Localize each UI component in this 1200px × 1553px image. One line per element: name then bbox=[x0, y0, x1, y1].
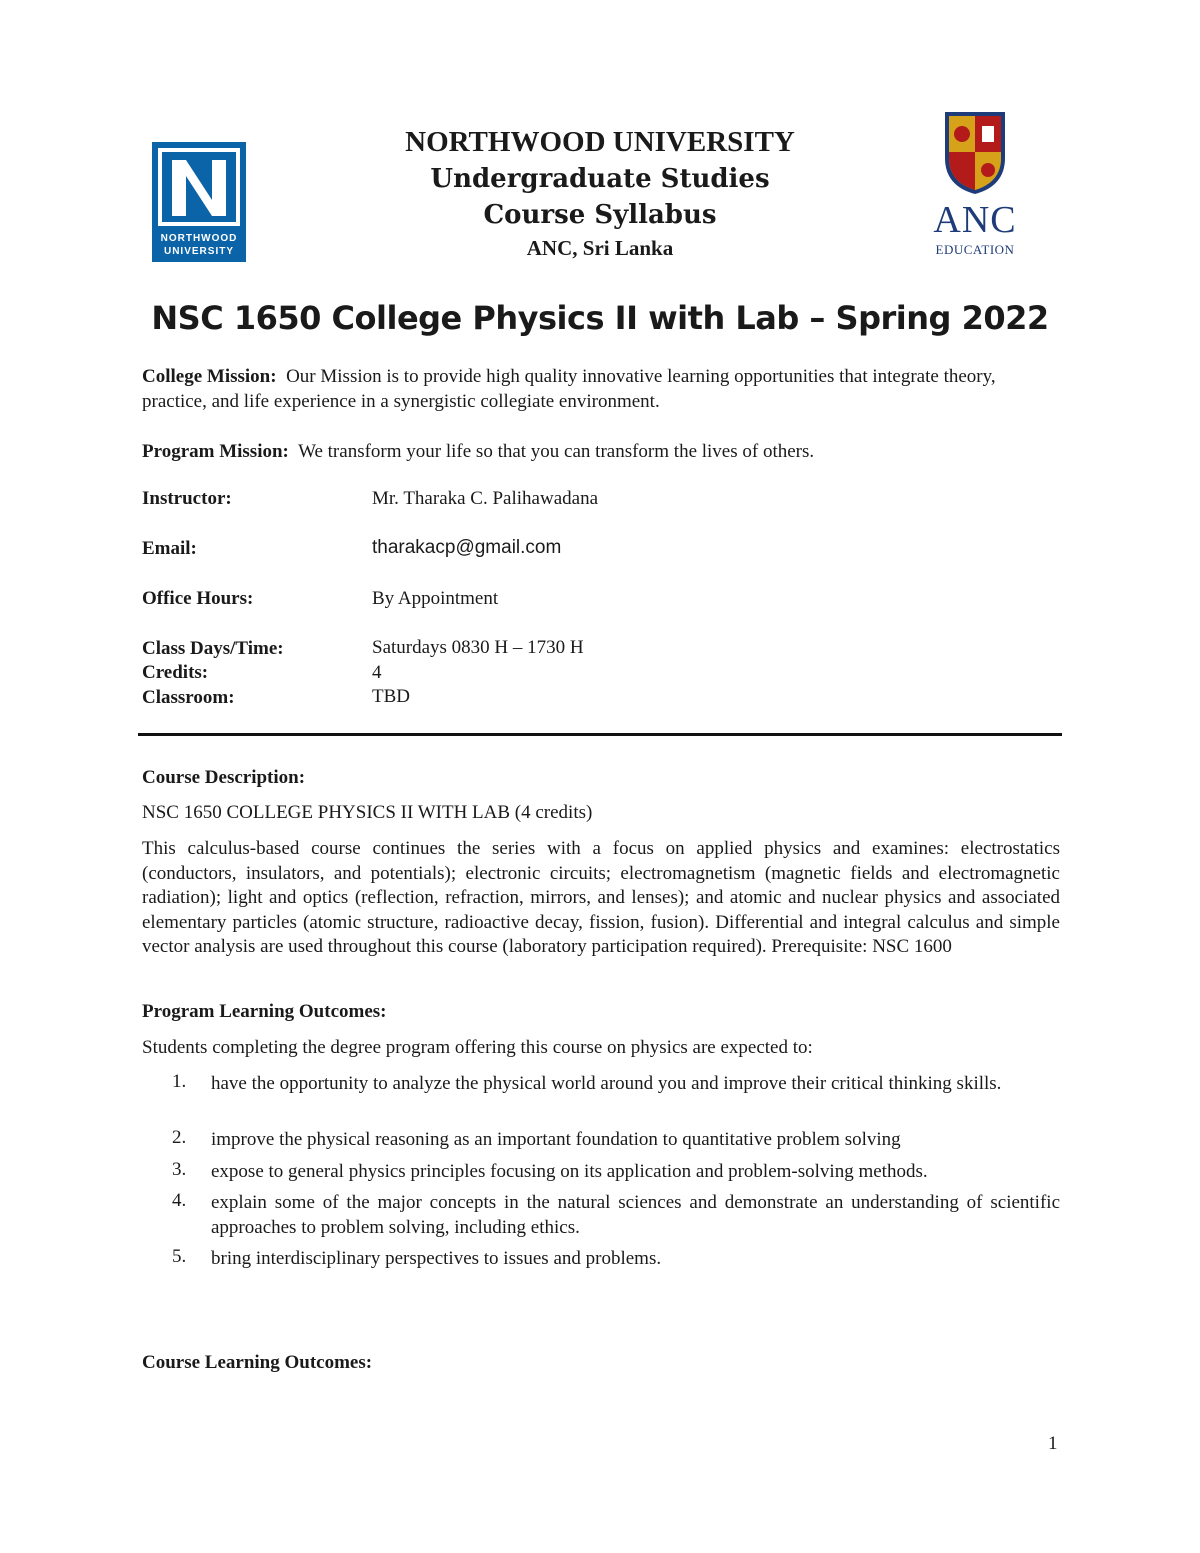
course-description-subtitle: NSC 1650 COLLEGE PHYSICS II WITH LAB (4 credits) bbox=[142, 802, 593, 823]
section-divider bbox=[138, 733, 1062, 736]
college-mission bbox=[142, 364, 1060, 414]
outcome-number: 3. bbox=[172, 1159, 187, 1180]
outcome-text: have the opportunity to analyze the physical world around you and improve their critical thinking skills. bbox=[211, 1073, 1002, 1094]
outcome-number: 4. bbox=[172, 1190, 187, 1211]
anc-crest-icon bbox=[930, 110, 1020, 196]
course-description-heading: Course Description: bbox=[142, 767, 306, 788]
anc-logo bbox=[930, 110, 1020, 260]
class-days-value: Saturdays 0830 H – 1730 H bbox=[372, 637, 584, 658]
northwood-logo-line1: NORTHWOOD bbox=[160, 233, 238, 244]
instructor-label: Instructor: bbox=[142, 488, 232, 509]
program-mission-text: We transform your life so that you can transform the lives of others. bbox=[298, 441, 815, 462]
outcome-text: explain some of the major concepts in the natural sciences and demonstrate an understanding of scientific approaches to problem solving, including ethics. bbox=[211, 1192, 1060, 1238]
instructor-value: Mr. Tharaka C. Palihawadana bbox=[372, 488, 598, 509]
course-title: NSC 1650 College Physics II with Lab – Spring 2022 bbox=[151, 299, 1049, 337]
outcome-number: 2. bbox=[172, 1127, 187, 1148]
college-mission-text: Our Mission is to provide high quality innovative learning opportunities that integrate theory, practice, and life experience in a synergistic collegiate environment. bbox=[142, 366, 996, 412]
program-outcomes-heading: Program Learning Outcomes: bbox=[142, 1001, 387, 1022]
credits-label: Credits: bbox=[142, 662, 209, 683]
outcome-text: bring interdisciplinary perspectives to issues and problems. bbox=[211, 1248, 662, 1269]
outcome-number: 1. bbox=[172, 1071, 187, 1092]
program-outcomes-intro: Students completing the degree program offering this course on physics are expected to: bbox=[142, 1037, 813, 1058]
anc-logo-name: ANC bbox=[933, 199, 1017, 241]
page-number: 1 bbox=[1048, 1433, 1058, 1454]
classroom-value: TBD bbox=[372, 686, 410, 707]
classroom-label: Classroom: bbox=[142, 687, 235, 708]
email-label: Email: bbox=[142, 538, 197, 559]
division-name: Undergraduate Studies bbox=[430, 164, 770, 194]
northwood-logo-line2: UNIVERSITY bbox=[163, 246, 234, 257]
college-mission-label: College Mission: bbox=[142, 366, 277, 387]
outcome-number: 5. bbox=[172, 1246, 187, 1267]
anc-logo-sub: EDUCATION bbox=[935, 242, 1015, 257]
course-description-text: This calculus-based course continues the series with a focus on applied physics and examines: electrostatics (conductors, insulators, and potentials); electronic circuits; electromagnetism (magnetic fields and electromagnetic radiation); light and optics (reflection, refraction, mirrors, and lenses); and atomic and nuclear physics and associated elementary particles (atomic structure, radioactive decay, fission, fusion). Differential and integral calculus and simple vector analysis are used throughout this course (laboratory participation required). Prerequisite: NSC 1600 bbox=[142, 838, 1060, 958]
program-mission bbox=[142, 439, 1060, 464]
email-value[interactable]: tharakacp@gmail.com bbox=[372, 537, 562, 558]
class-days-label: Class Days/Time: bbox=[142, 638, 284, 659]
office-hours-value: By Appointment bbox=[372, 588, 499, 609]
office-hours-label: Office Hours: bbox=[142, 588, 254, 609]
university-name: NORTHWOOD UNIVERSITY bbox=[405, 126, 795, 158]
course-outcomes-heading: Course Learning Outcomes: bbox=[142, 1352, 373, 1373]
location: ANC, Sri Lanka bbox=[526, 236, 674, 260]
doc-type: Course Syllabus bbox=[483, 200, 717, 230]
northwood-logo bbox=[152, 142, 246, 262]
outcome-text: expose to general physics principles focusing on its application and problem-solving methods. bbox=[211, 1161, 928, 1182]
outcome-text: improve the physical reasoning as an important foundation to quantitative problem solving bbox=[211, 1129, 901, 1150]
program-mission-label: Program Mission: bbox=[142, 441, 289, 462]
credits-value: 4 bbox=[372, 662, 382, 683]
